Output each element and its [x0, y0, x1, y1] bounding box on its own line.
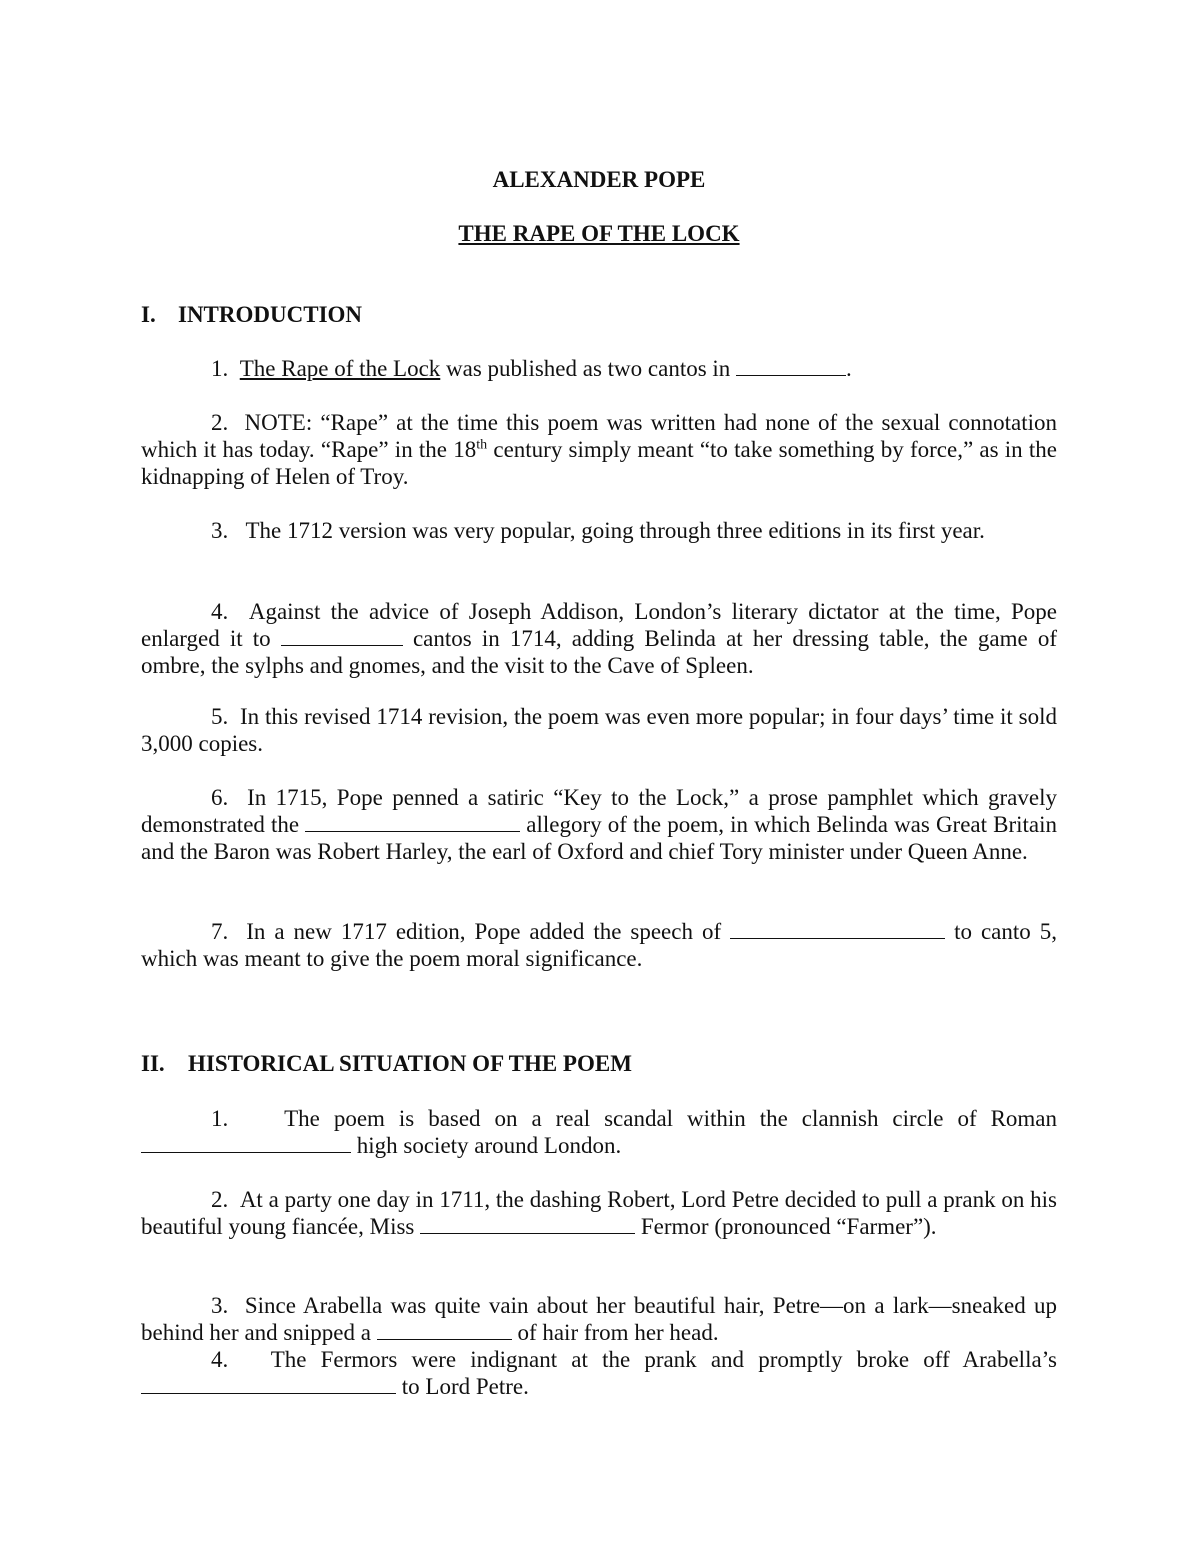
item-text: Since Arabella was quite vain about her beautiful hair, Petre—on a lark—sneaked up behind her and snipped a — [141, 1293, 1058, 1345]
item-number: 5. — [211, 704, 229, 729]
item-text: The 1712 version was very popular, going through three editions in its first year. — [245, 518, 985, 543]
work-title: The Rape of the Lock — [239, 356, 441, 381]
section-title: HISTORICAL SITUATION OF THE POEM — [188, 1051, 632, 1076]
fill-in-blank[interactable] — [141, 1134, 351, 1153]
list-item — [141, 784, 1057, 865]
list-item — [141, 409, 1057, 490]
item-text-end: cantos in 1714, adding Belinda at her dressing table, the game of ombre, the sylphs and gnomes, and the visit to the Cave of Spleen. — [141, 626, 1057, 678]
item-number: 4. — [211, 1347, 229, 1372]
item-number: 2. — [211, 1187, 229, 1212]
fill-in-blank[interactable] — [305, 813, 520, 832]
fill-in-blank[interactable] — [281, 627, 403, 646]
item-text: The Fermors were indignant at the prank and promptly broke off Arabella’s — [270, 1347, 1058, 1372]
section-number: II. — [141, 1051, 165, 1076]
item-number: 7. — [211, 919, 229, 944]
fill-in-blank[interactable] — [377, 1321, 512, 1340]
section-heading-historical-situation — [141, 1050, 1057, 1077]
item-text: In 1715, Pope penned a satiric “Key to the Lock,” a prose pamphlet which gravely demonstrated the — [141, 785, 1057, 837]
item-text-end: of hair from her head. — [511, 1320, 719, 1345]
item-text-end: allegory of the poem, in which Belinda was Great Britain and the Baron was Robert Harley, the earl of Oxford and chief Tory minister under Queen Anne. — [141, 812, 1057, 864]
item-number: 4. — [211, 599, 229, 624]
item-text: At a party one day in 1711, the dashing Robert, Lord Petre decided to pull a prank on his beautiful young fiancée, Miss — [141, 1187, 1057, 1239]
item-text: In a new 1717 edition, Pope added the speech of — [246, 919, 731, 944]
item-text-end: century simply meant “to take something by force,” as in the kidnapping of Helen of Troy. — [141, 437, 1057, 489]
list-item — [141, 703, 1057, 757]
item-text-end: Fermor (pronounced “Farmer”). — [635, 1214, 937, 1239]
section-heading-introduction — [141, 301, 1057, 328]
document-subtitle — [141, 220, 1057, 247]
item-number: 2. — [211, 410, 229, 435]
item-number: 6. — [211, 785, 229, 810]
superscript: th — [476, 437, 488, 453]
subtitle-text: THE RAPE OF THE LOCK — [458, 221, 740, 246]
document-page — [141, 0, 1057, 1553]
list-item — [141, 1105, 1057, 1159]
item-text-end: to canto 5, which was meant to give the poem moral significance. — [141, 919, 1058, 971]
section-number: I. — [141, 302, 156, 327]
item-text-end: . — [846, 356, 852, 381]
item-number: 3. — [211, 518, 229, 543]
section-title: INTRODUCTION — [178, 302, 363, 327]
item-number: 1. — [211, 1106, 229, 1131]
list-item — [141, 1292, 1057, 1346]
item-text: was published as two cantos in — [440, 356, 737, 381]
fill-in-blank[interactable] — [730, 920, 945, 939]
fill-in-blank[interactable] — [141, 1375, 396, 1394]
item-text: Against the advice of Joseph Addison, London’s literary dictator at the time, Pope enlarged it to — [141, 599, 1058, 651]
list-item — [141, 1346, 1057, 1400]
item-text-end: high society around London. — [351, 1133, 622, 1158]
fill-in-blank[interactable] — [736, 357, 846, 376]
list-item — [141, 598, 1057, 679]
item-text: NOTE: “Rape” at the time this poem was written had none of the sexual connotation which it has today. “Rape” in the 18 — [141, 410, 1058, 462]
list-item — [141, 918, 1057, 972]
document-title: ALEXANDER POPE — [492, 167, 706, 192]
list-item — [141, 355, 1057, 382]
item-text: The poem is based on a real scandal within the clannish circle of Roman — [284, 1106, 1058, 1131]
list-item — [141, 1186, 1057, 1240]
item-number: 3. — [211, 1293, 229, 1318]
item-text-end: to Lord Petre. — [396, 1374, 529, 1399]
list-item — [141, 517, 1057, 544]
item-number: 1. — [211, 356, 229, 381]
fill-in-blank[interactable] — [420, 1215, 635, 1234]
item-text: In this revised 1714 revision, the poem was even more popular; in four days’ time it sold 3,000 copies. — [141, 704, 1058, 756]
